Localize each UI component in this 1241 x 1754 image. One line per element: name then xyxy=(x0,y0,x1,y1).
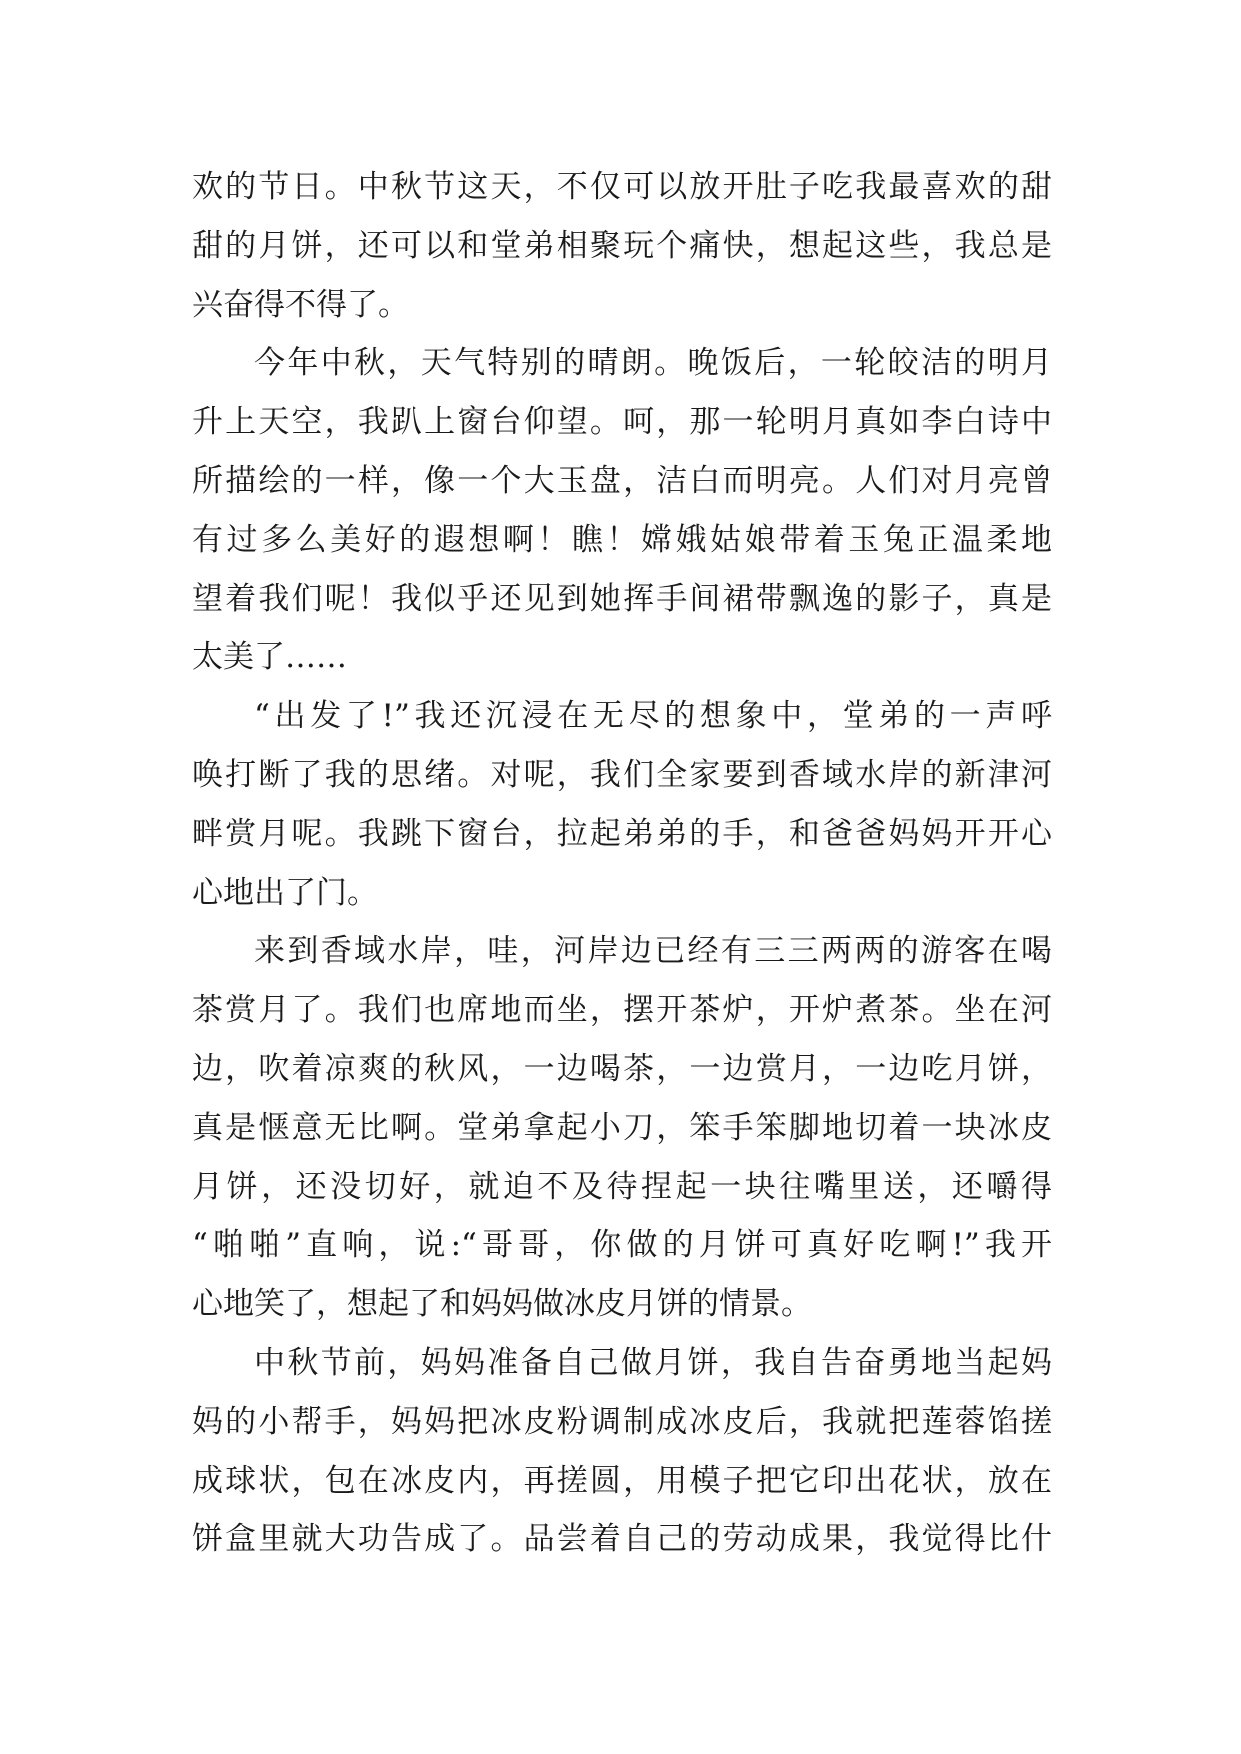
text-line: 有过多么美好的遐想啊！瞧！嫦娥姑娘带着玉兔正温柔地 xyxy=(192,521,1052,558)
text-line: 甜的月饼，还可以和堂弟相聚玩个痛快，想起这些，我总是 xyxy=(192,227,1052,264)
text-line: 唤打断了我的思绪。对呢，我们全家要到香域水岸的新津河 xyxy=(192,756,1052,793)
paragraph xyxy=(192,1334,1052,1569)
text-line: 心地出了门。 xyxy=(192,874,378,911)
paragraph xyxy=(192,687,1052,922)
paragraph xyxy=(192,334,1052,687)
text-line: 来到香域水岸，哇，河岸边已经有三三两两的游客在喝 xyxy=(254,933,1052,970)
text-line: 兴奋得不得了。 xyxy=(192,286,409,323)
paragraph xyxy=(192,158,1052,334)
text-line: 太美了…… xyxy=(192,639,347,676)
text-line: 今年中秋，天气特别的晴朗。晚饭后，一轮皎洁的明月 xyxy=(254,345,1052,382)
text-line: 成球状，包在冰皮内，再搓圆，用模子把它印出花状，放在 xyxy=(192,1462,1052,1499)
text-line: 饼盒里就大功告成了。品尝着自己的劳动成果，我觉得比什 xyxy=(192,1521,1052,1558)
text-line: “啪啪”直响，说:“哥哥，你做的月饼可真好吃啊!”我开 xyxy=(192,1227,1052,1264)
text-line: 升上天空，我趴上窗台仰望。呵，那一轮明月真如李白诗中 xyxy=(192,404,1052,441)
text-line: 妈的小帮手，妈妈把冰皮粉调制成冰皮后，我就把莲蓉馅搓 xyxy=(192,1403,1052,1440)
text-line: 中秋节前，妈妈准备自己做月饼，我自告奋勇地当起妈 xyxy=(254,1344,1052,1381)
text-line: 所描绘的一样，像一个大玉盘，洁白而明亮。人们对月亮曾 xyxy=(192,462,1052,499)
text-line: 心地笑了，想起了和妈妈做冰皮月饼的情景。 xyxy=(192,1286,812,1323)
text-line: “出发了!”我还沉浸在无尽的想象中，堂弟的一声呼 xyxy=(254,698,1052,735)
text-line: 真是惬意无比啊。堂弟拿起小刀，笨手笨脚地切着一块冰皮 xyxy=(192,1109,1052,1146)
text-line: 茶赏月了。我们也席地而坐，摆开茶炉，开炉煮茶。坐在河 xyxy=(192,992,1052,1029)
paragraph xyxy=(192,922,1052,1334)
text-line: 边，吹着凉爽的秋风，一边喝茶，一边赏月，一边吃月饼， xyxy=(192,1050,1052,1087)
text-line: 望着我们呢！我似乎还见到她挥手间裙带飘逸的影子，真是 xyxy=(192,580,1052,617)
text-line: 畔赏月呢。我跳下窗台，拉起弟弟的手，和爸爸妈妈开开心 xyxy=(192,815,1052,852)
text-line: 月饼，还没切好，就迫不及待捏起一块往嘴里送，还嚼得 xyxy=(192,1168,1052,1205)
essay-body xyxy=(192,158,1052,1569)
text-line: 欢的节日。中秋节这天，不仅可以放开肚子吃我最喜欢的甜 xyxy=(192,169,1052,205)
